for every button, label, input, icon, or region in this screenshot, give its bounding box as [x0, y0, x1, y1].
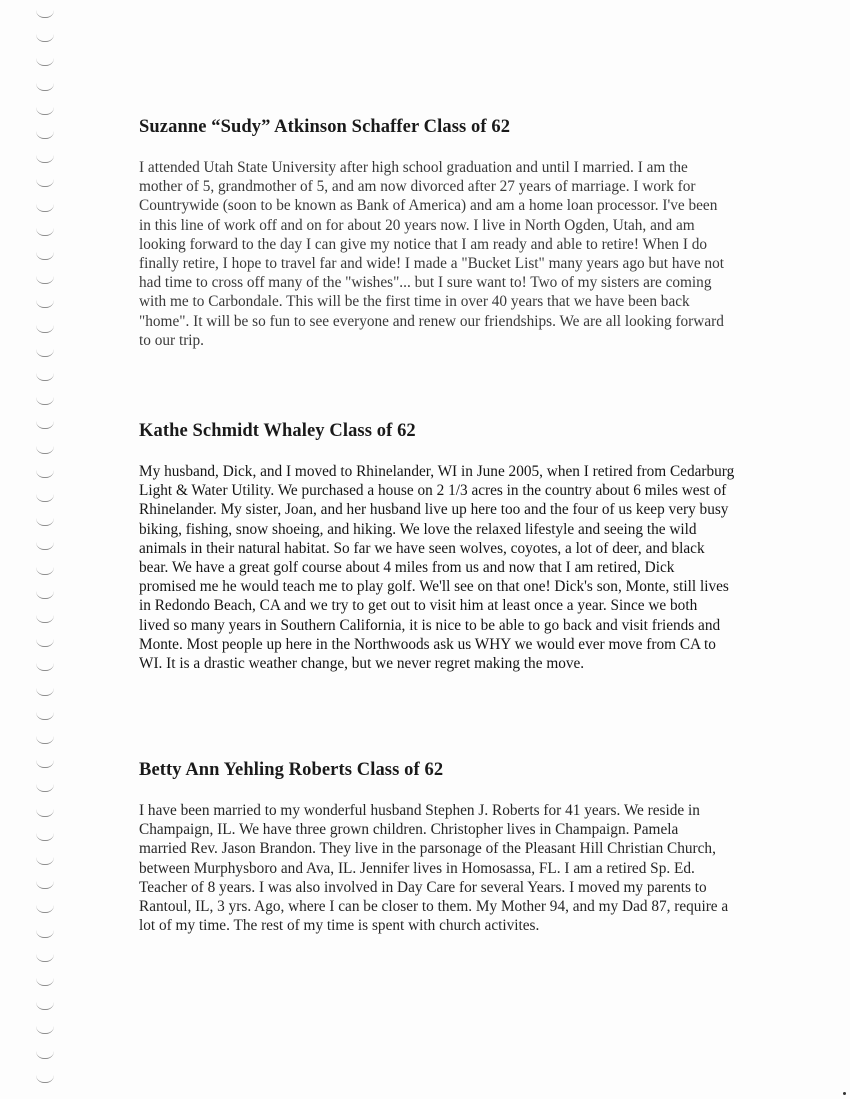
- binding-hole-mark: [36, 567, 54, 575]
- binding-hole-mark: [36, 615, 54, 623]
- binding-hole-mark: [36, 930, 54, 938]
- binding-hole-mark: [36, 349, 54, 357]
- binding-hole-mark: [36, 58, 54, 66]
- binding-hole-mark: [36, 639, 54, 647]
- entry-heading: Suzanne “Sudy” Atkinson Schaffer Class of 62: [139, 117, 511, 137]
- entry-heading: Kathe Schmidt Whaley Class of 62: [139, 421, 416, 441]
- binding-hole-mark: [36, 760, 54, 768]
- binding-hole-mark: [36, 325, 54, 333]
- binding-hole-mark: [36, 252, 54, 260]
- binding-hole-mark: [36, 1075, 54, 1083]
- binding-hole-mark: [36, 1002, 54, 1010]
- binding-hole-mark: [36, 397, 54, 405]
- binding-hole-mark: [36, 518, 54, 526]
- binding-hole-mark: [36, 905, 54, 913]
- binding-hole-mark: [36, 373, 54, 381]
- binding-hole-mark: [36, 494, 54, 502]
- binding-hole-mark: [36, 300, 54, 308]
- binding-hole-mark: [36, 228, 54, 236]
- binding-hole-mark: [36, 1026, 54, 1034]
- binding-hole-mark: [36, 179, 54, 187]
- binding-hole-mark: [36, 446, 54, 454]
- binding-hole-mark: [36, 857, 54, 865]
- entry-body: I have been married to my wonderful husband Stephen J. Roberts for 41 years. We reside in Champaign, IL. We have three grown children. Christopher lives in Champaign. Pamela married Rev. Jason Brandon. They live in the parsonage of the Pleasant Hill Christian Church, between Murphysboro and Ava, IL. Jennifer lives in Homosassa, FL. I am a retired Sp. Ed. Teacher of 8 years. I was also involved in Day Care for several Years. I moved my parents to Rantoul, IL, 3 yrs. Ago, where I can be closer to them. My Mother 94, and my Dad 87, require a lot of my time. The rest of my time is spent with church activites.: [139, 802, 729, 935]
- entry-heading: Betty Ann Yehling Roberts Class of 62: [139, 760, 444, 780]
- classmate-entry-1: [139, 117, 789, 350]
- binding-hole-mark: [36, 34, 54, 42]
- binding-hole-mark: [36, 833, 54, 841]
- scan-speck: [843, 1092, 846, 1095]
- binding-hole-mark: [36, 809, 54, 817]
- classmate-entry-2: [139, 421, 789, 673]
- binding-hole-mark: [36, 688, 54, 696]
- binding-hole-mark: [36, 1051, 54, 1059]
- entry-body: I attended Utah State University after high school graduation and until I married. I am the mother of 5, grandmother of 5, and am now divorced after 27 years of marriage. I work for Countrywide (soon to be known as Bank of America) and am a home loan processor. I've been in this line of work off and on for about 20 years now. I live in North Ogden, Utah, and am looking forward to the day I can give my notice that I am ready and able to retire! When I do finally retire, I hope to travel far and wide! I made a "Bucket List" many years ago but have not had time to cross off many of the "wishes"... but I sure want to! Two of my sisters are coming with me to Carbondale. This will be the first time in over 40 years that we have been back "home". It will be so fun to see everyone and renew our friendships. We are all looking forward to our trip.: [139, 159, 725, 349]
- binding-hole-mark: [36, 155, 54, 163]
- spiral-binding-marks: [28, 0, 68, 1099]
- binding-hole-mark: [36, 10, 54, 18]
- binding-hole-mark: [36, 107, 54, 115]
- binding-hole-mark: [36, 204, 54, 212]
- classmate-entry-3: [139, 760, 789, 935]
- binding-hole-mark: [36, 881, 54, 889]
- binding-hole-mark: [36, 978, 54, 986]
- binding-hole-mark: [36, 83, 54, 91]
- binding-hole-mark: [36, 542, 54, 550]
- binding-hole-mark: [36, 736, 54, 744]
- binding-hole-mark: [36, 591, 54, 599]
- binding-hole-mark: [36, 470, 54, 478]
- binding-hole-mark: [36, 276, 54, 284]
- binding-hole-mark: [36, 954, 54, 962]
- entry-body: My husband, Dick, and I moved to Rhinelander, WI in June 2005, when I retired from Cedarburg Light & Water Utility. We purchased a house on 2 1/3 acres in the country about 6 miles west of Rhinelander. My sister, Joan, and her husband live up here too and the four of us keep very busy biking, fishing, snow shoeing, and hiking. We love the relaxed lifestyle and seeing the wild animals in their natural habitat. So far we have seen wolves, coyotes, a lot of deer, and black bear. We have a great golf course about 4 miles from us and now that I am retired, Dick promised me he would teach me to play golf. We'll see on that one! Dick's son, Monte, still lives in Redondo Beach, CA and we try to get out to visit him at least once a year. Since we both lived so many years in Southern California, it is nice to be able to go back and visit friends and Monte. Most people up here in the Northwoods ask us WHY we would ever move from CA to WI. It is a drastic weather change, but we never regret making the move.: [139, 463, 735, 673]
- binding-hole-mark: [36, 663, 54, 671]
- binding-hole-mark: [36, 784, 54, 792]
- binding-hole-mark: [36, 421, 54, 429]
- binding-hole-mark: [36, 131, 54, 139]
- binding-hole-mark: [36, 712, 54, 720]
